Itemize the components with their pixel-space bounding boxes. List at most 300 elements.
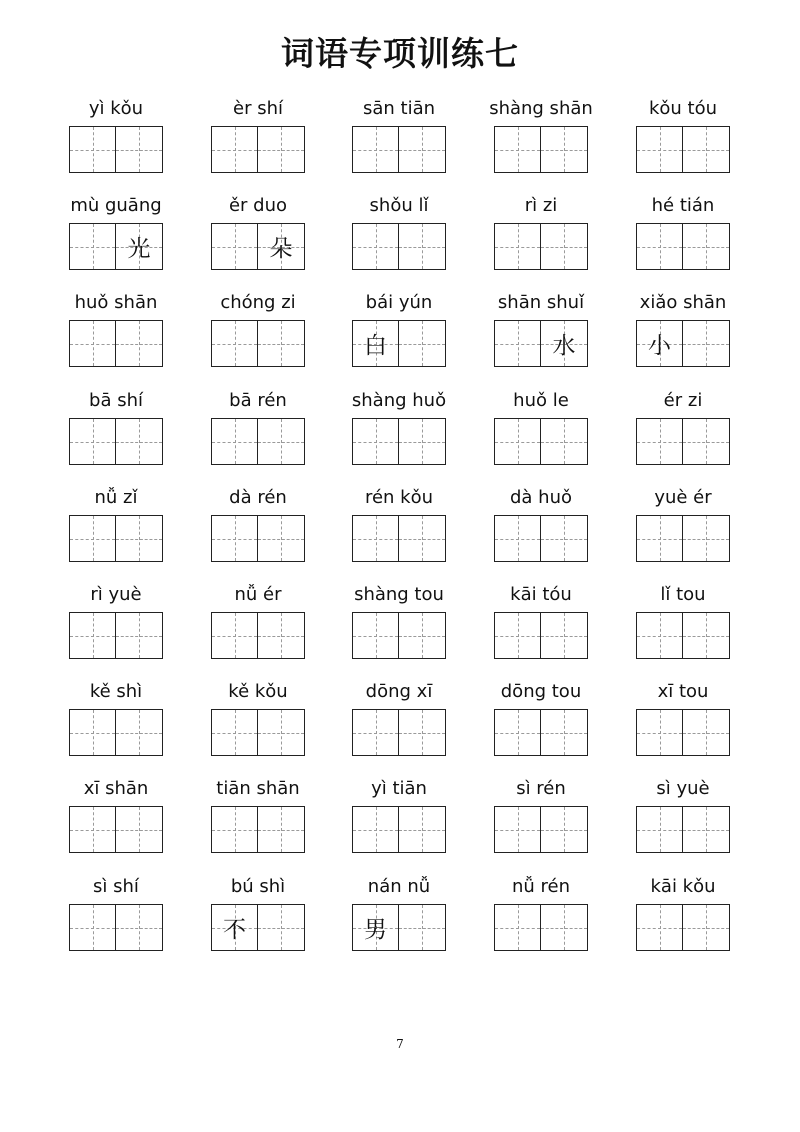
tianzige-box[interactable]: [258, 418, 305, 465]
pinyin-label: yì kǒu: [88, 98, 144, 119]
tianzige-box[interactable]: [211, 223, 258, 270]
word-item: [46, 777, 186, 867]
tianzige-box[interactable]: [399, 709, 446, 756]
hanzi-char: [399, 710, 445, 755]
hanzi-char: [683, 613, 729, 658]
tianzige-box-pair: [636, 320, 730, 367]
tianzige-box[interactable]: [494, 904, 541, 951]
hanzi-char: [683, 516, 729, 561]
word-item: [613, 486, 753, 576]
word-item: [188, 194, 328, 284]
hanzi-char: [399, 613, 445, 658]
tianzige-box[interactable]: [352, 223, 399, 270]
tianzige-box[interactable]: [69, 515, 116, 562]
hanzi-char: [212, 419, 257, 464]
hanzi-char: [212, 516, 257, 561]
tianzige-box[interactable]: [541, 806, 588, 853]
tianzige-box[interactable]: [116, 223, 163, 270]
pinyin-label: dà rén: [229, 487, 287, 508]
hanzi-char: 白: [364, 333, 387, 359]
tianzige-box[interactable]: [636, 904, 683, 951]
page-title: 词语专项训练七: [281, 34, 519, 73]
hanzi-char: [212, 807, 257, 852]
pinyin-label: xī tou: [657, 681, 709, 702]
word-item: [188, 583, 328, 673]
hanzi-char: [116, 807, 162, 852]
tianzige-box[interactable]: [494, 320, 541, 367]
hanzi-char: [70, 224, 115, 269]
word-item: [329, 486, 469, 576]
tianzige-box-pair: [636, 612, 730, 659]
tianzige-box-pair: [352, 904, 446, 951]
hanzi-char: [399, 905, 445, 950]
tianzige-box[interactable]: [116, 418, 163, 465]
pinyin-label: ěr duo: [228, 195, 288, 216]
hanzi-char: [70, 516, 115, 561]
word-item: [46, 389, 186, 479]
tianzige-box-pair: [352, 806, 446, 853]
tianzige-box-pair: [352, 126, 446, 173]
tianzige-box-pair: [69, 320, 163, 367]
pinyin-label: sì shí: [93, 876, 139, 897]
hanzi-char: [70, 127, 115, 172]
tianzige-box-pair: [69, 223, 163, 270]
tianzige-box[interactable]: [116, 904, 163, 951]
pinyin-label: dà huǒ: [509, 487, 572, 508]
tianzige-box[interactable]: [541, 418, 588, 465]
hanzi-char: [116, 516, 162, 561]
tianzige-box[interactable]: [352, 806, 399, 853]
pinyin-label: kāi tóu: [510, 584, 572, 605]
tianzige-box-pair: [211, 904, 305, 951]
word-item: [188, 291, 328, 381]
tianzige-box-pair: [352, 320, 446, 367]
tianzige-box[interactable]: [352, 904, 399, 951]
word-item: [613, 583, 753, 673]
tianzige-box[interactable]: [683, 904, 730, 951]
word-item: [613, 777, 753, 867]
word-item: [471, 875, 611, 965]
hanzi-char: [541, 127, 587, 172]
hanzi-char: 男: [364, 917, 387, 943]
hanzi-char: [212, 321, 257, 366]
tianzige-box[interactable]: [636, 223, 683, 270]
hanzi-char: [495, 710, 540, 755]
pinyin-label: rì zi: [524, 195, 558, 216]
tianzige-box[interactable]: [541, 320, 588, 367]
tianzige-box-pair: [211, 612, 305, 659]
tianzige-box[interactable]: [352, 709, 399, 756]
tianzige-box[interactable]: [683, 612, 730, 659]
word-item: [471, 486, 611, 576]
tianzige-box[interactable]: [636, 806, 683, 853]
word-item: [471, 291, 611, 381]
hanzi-char: [637, 905, 682, 950]
hanzi-char: 不: [223, 917, 246, 943]
pinyin-label: shàng shān: [489, 98, 593, 119]
hanzi-char: [495, 516, 540, 561]
tianzige-box-pair: [211, 320, 305, 367]
hanzi-char: [541, 905, 587, 950]
hanzi-char: [258, 613, 304, 658]
tianzige-box[interactable]: [258, 515, 305, 562]
pinyin-label: nǚ zǐ: [94, 487, 138, 508]
hanzi-char: [258, 710, 304, 755]
tianzige-box[interactable]: [683, 320, 730, 367]
hanzi-char: [637, 710, 682, 755]
tianzige-box[interactable]: [211, 806, 258, 853]
tianzige-box-pair: [494, 709, 588, 756]
hanzi-char: [683, 807, 729, 852]
tianzige-box[interactable]: [116, 612, 163, 659]
page-number: 7: [396, 1037, 404, 1051]
tianzige-box-pair: [211, 126, 305, 173]
hanzi-char: [399, 224, 445, 269]
tianzige-box-pair: [352, 709, 446, 756]
tianzige-box[interactable]: [116, 515, 163, 562]
hanzi-char: [637, 807, 682, 852]
pinyin-label: dōng tou: [500, 681, 582, 702]
hanzi-char: [116, 710, 162, 755]
tianzige-box[interactable]: [69, 223, 116, 270]
word-item: [188, 486, 328, 576]
hanzi-char: [399, 127, 445, 172]
tianzige-box[interactable]: [399, 126, 446, 173]
pinyin-label: yì tiān: [371, 778, 427, 799]
tianzige-box[interactable]: [352, 515, 399, 562]
tianzige-box-pair: [494, 126, 588, 173]
hanzi-char: [70, 613, 115, 658]
tianzige-box[interactable]: [636, 320, 683, 367]
word-item: [613, 194, 753, 284]
tianzige-box[interactable]: [636, 612, 683, 659]
hanzi-char: [495, 321, 540, 366]
hanzi-char: [212, 127, 257, 172]
word-item: [46, 291, 186, 381]
tianzige-box[interactable]: [352, 418, 399, 465]
tianzige-box-pair: [352, 612, 446, 659]
pinyin-label: ér zi: [663, 390, 703, 411]
hanzi-char: [353, 613, 398, 658]
tianzige-box-pair: [636, 223, 730, 270]
pinyin-label: bú shì: [230, 876, 286, 897]
tianzige-box[interactable]: [258, 223, 305, 270]
tianzige-box[interactable]: [683, 709, 730, 756]
tianzige-box[interactable]: [69, 320, 116, 367]
tianzige-box[interactable]: [211, 904, 258, 951]
pinyin-label: sān tiān: [362, 98, 436, 119]
pinyin-label: rén kǒu: [364, 487, 434, 508]
tianzige-box-pair: [352, 223, 446, 270]
hanzi-char: 小: [648, 333, 671, 359]
tianzige-box[interactable]: [116, 126, 163, 173]
hanzi-char: [541, 419, 587, 464]
hanzi-char: [258, 419, 304, 464]
tianzige-box[interactable]: [211, 126, 258, 173]
tianzige-box[interactable]: [541, 904, 588, 951]
tianzige-box[interactable]: [211, 709, 258, 756]
tianzige-box[interactable]: [69, 709, 116, 756]
pinyin-label: bái yún: [365, 292, 433, 313]
tianzige-box-pair: [211, 709, 305, 756]
tianzige-box-pair: [636, 904, 730, 951]
hanzi-char: [495, 613, 540, 658]
tianzige-box[interactable]: [211, 515, 258, 562]
tianzige-box[interactable]: [69, 806, 116, 853]
tianzige-box[interactable]: [683, 806, 730, 853]
word-item: [329, 389, 469, 479]
tianzige-box[interactable]: [683, 418, 730, 465]
tianzige-box-pair: [494, 904, 588, 951]
pinyin-label: sì yuè: [656, 778, 710, 799]
tianzige-box-pair: [494, 612, 588, 659]
word-item: [613, 680, 753, 770]
pinyin-label: shàng tou: [354, 584, 444, 605]
word-item: [329, 291, 469, 381]
word-item: [471, 777, 611, 867]
hanzi-char: [541, 710, 587, 755]
tianzige-box-pair: [211, 515, 305, 562]
tianzige-box[interactable]: [69, 904, 116, 951]
tianzige-box[interactable]: [258, 320, 305, 367]
pinyin-label: huǒ le: [513, 390, 569, 411]
hanzi-char: [70, 321, 115, 366]
tianzige-box[interactable]: [494, 126, 541, 173]
hanzi-char: [258, 127, 304, 172]
hanzi-char: [637, 419, 682, 464]
tianzige-box-pair: [636, 126, 730, 173]
tianzige-box-pair: [69, 418, 163, 465]
pinyin-label: chóng zi: [220, 292, 296, 313]
hanzi-char: [541, 807, 587, 852]
pinyin-label: hé tián: [651, 195, 715, 216]
tianzige-box[interactable]: [636, 126, 683, 173]
hanzi-char: 朵: [269, 236, 293, 262]
hanzi-char: [353, 516, 398, 561]
tianzige-box-pair: [494, 223, 588, 270]
pinyin-label: kāi kǒu: [650, 876, 716, 897]
pinyin-label: shān shuǐ: [497, 292, 585, 313]
word-item: [329, 583, 469, 673]
tianzige-box[interactable]: [258, 904, 305, 951]
tianzige-box[interactable]: [541, 709, 588, 756]
pinyin-label: kě kǒu: [228, 681, 288, 702]
word-item: [613, 291, 753, 381]
word-item: [188, 680, 328, 770]
hanzi-char: [116, 905, 162, 950]
tianzige-box-pair: [69, 126, 163, 173]
hanzi-char: [70, 419, 115, 464]
hanzi-char: [70, 710, 115, 755]
word-item: [46, 680, 186, 770]
hanzi-char: [116, 321, 162, 366]
tianzige-box[interactable]: [636, 418, 683, 465]
tianzige-box-pair: [494, 418, 588, 465]
hanzi-char: 水: [552, 333, 576, 359]
hanzi-char: [683, 224, 729, 269]
word-item: [46, 875, 186, 965]
word-item: [471, 194, 611, 284]
tianzige-box[interactable]: [116, 320, 163, 367]
tianzige-box[interactable]: [683, 223, 730, 270]
hanzi-char: [495, 224, 540, 269]
hanzi-char: [399, 419, 445, 464]
tianzige-box[interactable]: [258, 806, 305, 853]
hanzi-char: [495, 905, 540, 950]
tianzige-box-pair: [352, 418, 446, 465]
tianzige-box[interactable]: [399, 806, 446, 853]
tianzige-box-pair: [69, 612, 163, 659]
tianzige-box[interactable]: [116, 709, 163, 756]
word-item: [188, 97, 328, 187]
hanzi-char: [353, 807, 398, 852]
hanzi-char: [353, 419, 398, 464]
pinyin-label: lǐ tou: [660, 584, 706, 605]
tianzige-box[interactable]: [541, 515, 588, 562]
pinyin-label: xī shān: [83, 778, 149, 799]
tianzige-box[interactable]: [211, 418, 258, 465]
word-item: [613, 97, 753, 187]
hanzi-char: [353, 224, 398, 269]
tianzige-box-pair: [636, 709, 730, 756]
word-item: [188, 777, 328, 867]
tianzige-box[interactable]: [683, 515, 730, 562]
hanzi-char: [212, 710, 257, 755]
hanzi-char: [353, 710, 398, 755]
tianzige-box[interactable]: [399, 418, 446, 465]
hanzi-char: [116, 419, 162, 464]
hanzi-char: [399, 321, 445, 366]
hanzi-char: [212, 613, 257, 658]
tianzige-box-pair: [211, 418, 305, 465]
tianzige-box[interactable]: [69, 126, 116, 173]
tianzige-box[interactable]: [211, 320, 258, 367]
tianzige-box[interactable]: [399, 612, 446, 659]
word-item: [329, 194, 469, 284]
tianzige-box-pair: [69, 806, 163, 853]
hanzi-char: 光: [127, 236, 151, 262]
word-item: [46, 583, 186, 673]
tianzige-box-pair: [636, 418, 730, 465]
word-item: [188, 389, 328, 479]
tianzige-box[interactable]: [116, 806, 163, 853]
pinyin-label: nǚ rén: [511, 876, 571, 897]
hanzi-char: [683, 127, 729, 172]
tianzige-box[interactable]: [352, 612, 399, 659]
hanzi-char: [541, 516, 587, 561]
hanzi-char: [683, 321, 729, 366]
word-item: [46, 97, 186, 187]
tianzige-box[interactable]: [258, 126, 305, 173]
hanzi-char: [495, 127, 540, 172]
hanzi-char: [683, 419, 729, 464]
tianzige-box-pair: [352, 515, 446, 562]
tianzige-box-pair: [494, 320, 588, 367]
tianzige-box[interactable]: [399, 515, 446, 562]
tianzige-box[interactable]: [494, 223, 541, 270]
hanzi-char: [258, 321, 304, 366]
tianzige-box[interactable]: [636, 515, 683, 562]
tianzige-box[interactable]: [494, 612, 541, 659]
tianzige-box[interactable]: [258, 612, 305, 659]
hanzi-char: [637, 224, 682, 269]
hanzi-char: [495, 807, 540, 852]
tianzige-box[interactable]: [399, 223, 446, 270]
tianzige-box-pair: [69, 709, 163, 756]
tianzige-box[interactable]: [494, 418, 541, 465]
word-item: [613, 389, 753, 479]
tianzige-box[interactable]: [211, 612, 258, 659]
tianzige-box-pair: [69, 904, 163, 951]
tianzige-box-pair: [636, 515, 730, 562]
hanzi-char: [541, 613, 587, 658]
tianzige-box[interactable]: [541, 126, 588, 173]
pinyin-label: xiǎo shān: [639, 292, 727, 313]
tianzige-box[interactable]: [69, 612, 116, 659]
hanzi-char: [258, 516, 304, 561]
word-item: [471, 680, 611, 770]
tianzige-box[interactable]: [494, 515, 541, 562]
tianzige-box-pair: [494, 515, 588, 562]
pinyin-label: nán nǚ: [367, 876, 431, 897]
tianzige-box-pair: [211, 223, 305, 270]
pinyin-label: huǒ shān: [74, 292, 158, 313]
hanzi-char: [258, 905, 304, 950]
pinyin-label: èr shí: [233, 98, 283, 119]
word-item: [471, 583, 611, 673]
hanzi-char: [399, 807, 445, 852]
hanzi-char: [541, 224, 587, 269]
pinyin-label: bā rén: [229, 390, 287, 411]
tianzige-box[interactable]: [399, 320, 446, 367]
tianzige-box[interactable]: [352, 126, 399, 173]
pinyin-label: rì yuè: [90, 584, 142, 605]
word-item: [188, 875, 328, 965]
pinyin-label: yuè ér: [654, 487, 712, 508]
tianzige-box-pair: [636, 806, 730, 853]
hanzi-char: [637, 613, 682, 658]
tianzige-box[interactable]: [541, 612, 588, 659]
tianzige-box[interactable]: [636, 709, 683, 756]
pinyin-label: kǒu tóu: [648, 98, 718, 119]
hanzi-char: [637, 127, 682, 172]
pinyin-label: bā shí: [89, 390, 143, 411]
tianzige-box[interactable]: [494, 709, 541, 756]
tianzige-box-pair: [69, 515, 163, 562]
tianzige-box[interactable]: [683, 126, 730, 173]
word-item: [613, 875, 753, 965]
word-item: [46, 486, 186, 576]
pinyin-label: sì rén: [516, 778, 566, 799]
tianzige-box[interactable]: [541, 223, 588, 270]
tianzige-box[interactable]: [399, 904, 446, 951]
word-item: [329, 680, 469, 770]
tianzige-box-pair: [211, 806, 305, 853]
word-item: [471, 389, 611, 479]
tianzige-box[interactable]: [69, 418, 116, 465]
hanzi-char: [116, 613, 162, 658]
pinyin-label: kě shì: [89, 681, 143, 702]
tianzige-box[interactable]: [258, 709, 305, 756]
hanzi-char: [683, 710, 729, 755]
pinyin-label: shàng huǒ: [351, 390, 447, 411]
tianzige-box[interactable]: [494, 806, 541, 853]
tianzige-box[interactable]: [352, 320, 399, 367]
pinyin-label: mù guāng: [70, 195, 162, 216]
pinyin-label: dōng xī: [365, 681, 433, 702]
pinyin-label: tiān shān: [216, 778, 300, 799]
hanzi-char: [258, 807, 304, 852]
